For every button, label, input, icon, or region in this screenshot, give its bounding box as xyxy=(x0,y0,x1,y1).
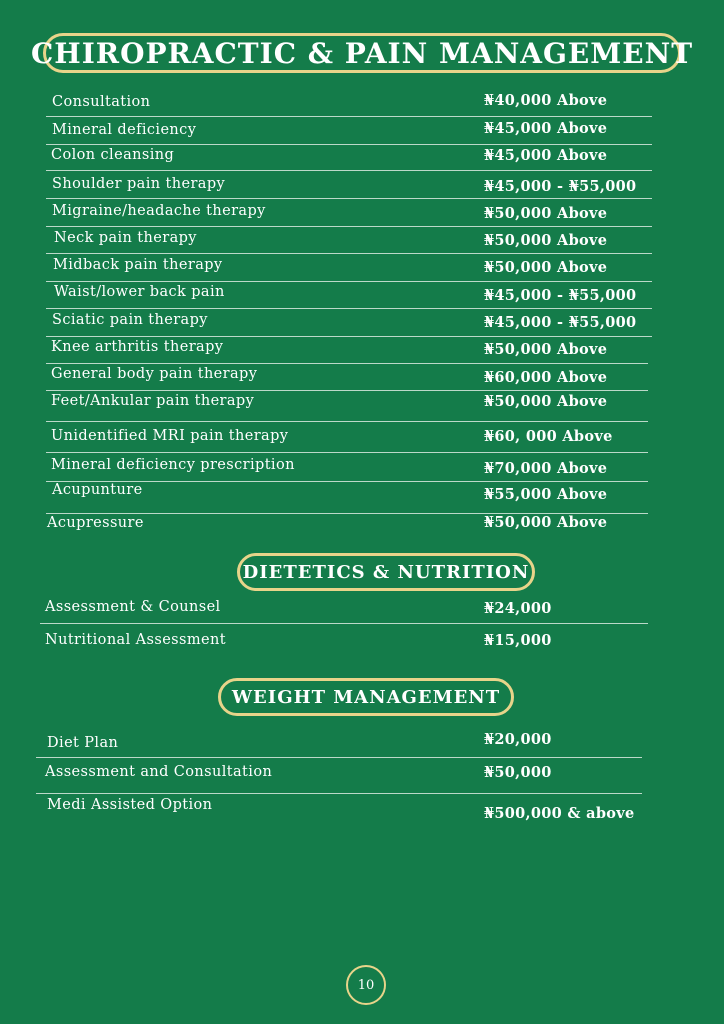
service-name: Migraine/headache therapy xyxy=(52,203,266,219)
section-title-dietetics: DIETETICS & NUTRITION xyxy=(237,553,535,591)
section-title-chiropractic: CHIROPRACTIC & PAIN MANAGEMENT xyxy=(43,33,681,73)
section-title-weight-management: WEIGHT MANAGEMENT xyxy=(218,678,514,716)
service-price: ₦15,000 xyxy=(484,632,552,649)
service-name: Knee arthritis therapy xyxy=(51,339,224,355)
service-name: Colon cleansing xyxy=(51,147,175,163)
service-price: ₦55,000 Above xyxy=(484,486,608,503)
row-divider xyxy=(46,281,652,282)
service-name: Shoulder pain therapy xyxy=(52,176,226,192)
service-price: ₦40,000 Above xyxy=(484,92,608,109)
row-divider xyxy=(46,363,648,364)
service-price: ₦50,000 Above xyxy=(484,232,608,249)
service-price: ₦45,000 Above xyxy=(484,147,608,164)
service-name: Acupunture xyxy=(52,482,143,498)
service-price: ₦45,000 - ₦55,000 xyxy=(484,178,637,195)
service-price: ₦50,000 Above xyxy=(484,205,608,222)
row-divider xyxy=(46,308,652,309)
service-name: Neck pain therapy xyxy=(54,230,197,246)
row-divider xyxy=(46,336,652,337)
service-name: Assessment and Consultation xyxy=(45,764,273,780)
service-price: ₦60,000 Above xyxy=(484,369,608,386)
service-price: ₦70,000 Above xyxy=(484,460,608,477)
service-price: ₦20,000 xyxy=(484,731,552,748)
row-divider xyxy=(40,623,648,624)
service-name: Assessment & Counsel xyxy=(45,599,221,615)
row-divider xyxy=(46,390,648,391)
service-price: ₦50,000 Above xyxy=(484,393,608,410)
service-name: Unidentified MRI pain therapy xyxy=(51,428,289,444)
service-name: Diet Plan xyxy=(47,735,119,751)
row-divider xyxy=(46,144,652,145)
service-name: Acupressure xyxy=(47,515,144,531)
service-price: ₦60, 000 Above xyxy=(484,428,613,445)
service-price: ₦50,000 Above xyxy=(484,259,608,276)
service-name: General body pain therapy xyxy=(51,366,258,382)
service-name: Mineral deficiency prescription xyxy=(51,457,295,473)
row-divider xyxy=(46,421,648,422)
service-price: ₦50,000 xyxy=(484,764,552,781)
service-price: ₦50,000 Above xyxy=(484,514,608,531)
row-divider xyxy=(46,253,652,254)
service-price: ₦500,000 & above xyxy=(484,805,635,822)
row-divider xyxy=(46,452,648,453)
row-divider xyxy=(46,170,652,171)
row-divider xyxy=(46,226,652,227)
service-price: ₦45,000 Above xyxy=(484,120,608,137)
service-name: Feet/Ankular pain therapy xyxy=(51,393,255,409)
service-name: Mineral deficiency xyxy=(52,122,197,138)
row-divider xyxy=(36,793,642,794)
service-name: Medi Assisted Option xyxy=(47,797,213,813)
service-name: Nutritional Assessment xyxy=(45,632,226,648)
service-price: ₦50,000 Above xyxy=(484,341,608,358)
service-price: ₦45,000 - ₦55,000 xyxy=(484,287,637,304)
service-name: Waist/lower back pain xyxy=(54,284,225,300)
page-number-badge: 10 xyxy=(346,965,386,1005)
service-price: ₦24,000 xyxy=(484,600,552,617)
service-name: Midback pain therapy xyxy=(53,257,223,273)
service-name: Consultation xyxy=(52,94,151,110)
service-name: Sciatic pain therapy xyxy=(52,312,208,328)
row-divider xyxy=(46,198,652,199)
row-divider xyxy=(46,116,652,117)
row-divider xyxy=(36,757,642,758)
service-price: ₦45,000 - ₦55,000 xyxy=(484,314,637,331)
